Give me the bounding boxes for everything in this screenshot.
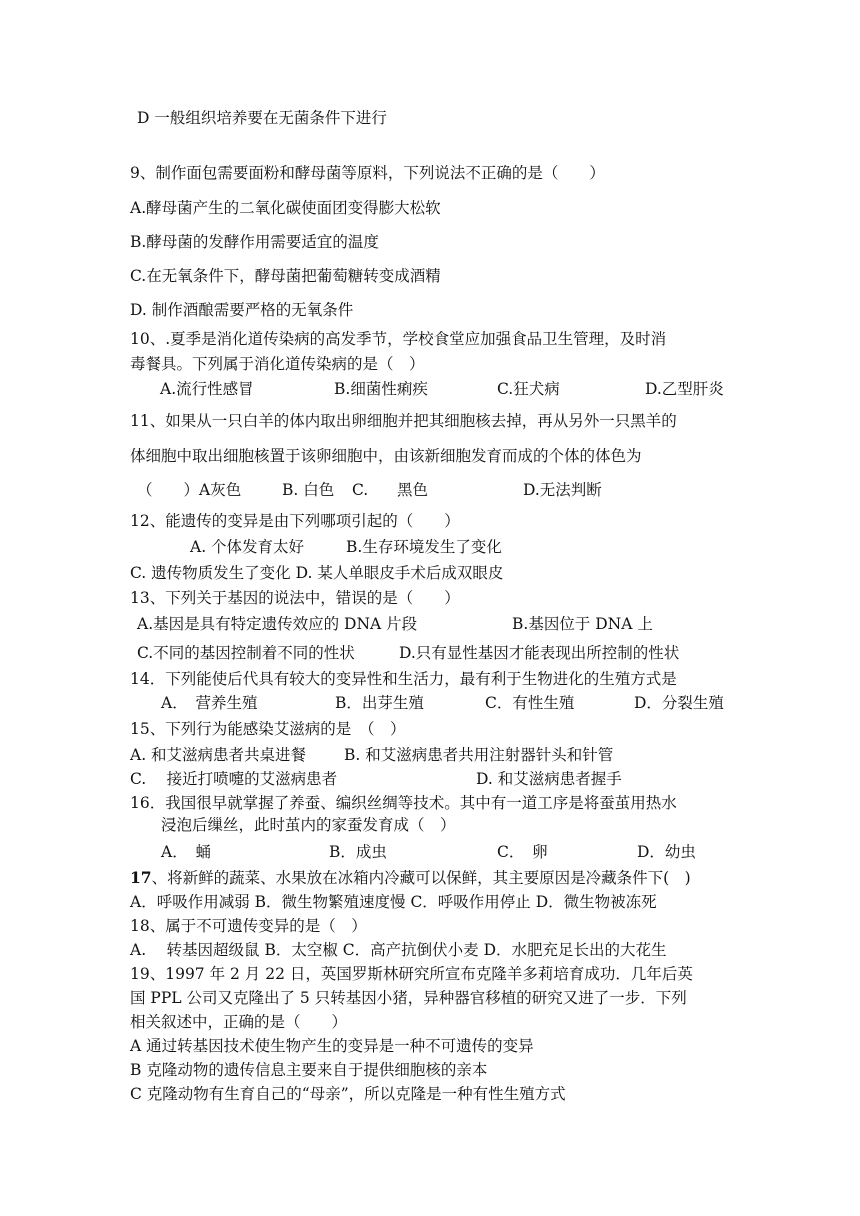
q11-stem-line1: 11、如果从一只白羊的体内取出卵细胞并把其细胞核去掉，再从另外一只黑羊的 [130,412,677,430]
q11-stem-line2: 体细胞中取出细胞核置于该卵细胞中，由该新细胞发育而成的个体的体色为 [130,447,642,465]
q19-option-c: C 克隆动物有生育自己的“母亲”，所以克隆是一种有性生殖方式 [130,1085,566,1103]
q10-stem-line1: 10、.夏季是消化道传染病的高发季节，学校食堂应加强食品卫生管理，及时消 [130,330,667,348]
q15-options-row2 [0,769,860,789]
q14-stem: 14．下列能使后代具有较大的变异性和生活力，最有利于生物进化的生殖方式是 [130,670,677,688]
q12-options-ab [0,537,860,557]
q10-option-b: B.细菌性痢疾 [334,380,428,398]
q11-option-c-text: 黑色 [397,481,429,499]
q13-option-d: D.只有显性基因才能表现出所控制的性状 [399,644,680,662]
q16-options [0,842,860,862]
q17-number: 17 [130,868,152,887]
q18-options: A. 转基因超级鼠 B．太空椒 C．高产抗倒伏小麦 D．水肥充足长出的大花生 [130,941,667,959]
q11-option-b: B. 白色 [282,481,335,499]
q15-option-c: C. 接近打喷嚏的艾滋病患者 [130,770,338,788]
q18-stem: 18、属于不可遗传变异的是（ ） [130,917,367,935]
q15-option-d: D. 和艾滋病患者握手 [476,770,622,788]
q9-option-d: D. 制作酒酿需要严格的无氧条件 [130,301,354,319]
q14-option-a: A． 营养生殖 [161,694,258,712]
q12-option-a: A. 个体发育太好 [190,538,305,556]
q10-stem-line2: 毒餐具。下列属于消化道传染病的是（ ） [130,355,425,373]
q9-option-a: A.酵母菌产生的二氧化碳使面团变得膨大松软 [130,199,441,217]
q13-options-row2 [0,643,860,663]
q19-stem-line3: 相关叙述中，正确的是（ ） [130,1013,348,1031]
q14-options [0,693,860,713]
q19-stem-line1: 19、1997 年 2 月 22 日，英国罗斯林研究所宣布克隆羊多莉培育成功．几年后英 [130,965,693,983]
q10-option-a: A.流行性感冒 [160,380,254,398]
q19-option-b: B 克隆动物的遗传信息主要来自于提供细胞核的亲本 [130,1061,488,1079]
q19-option-a: A 通过转基因技术使生物产生的变异是一种不可遗传的变异 [130,1037,534,1055]
q10-option-c: C.狂犬病 [497,380,560,398]
q16-option-d: D．幼虫 [637,843,696,861]
q11-option-c-letter: C. [352,481,369,499]
q14-option-c: C．有性生殖 [485,694,575,712]
q13-stem: 13、下列关于基因的说法中，错误的是（ ） [130,589,460,607]
q16-option-c: C． 卵 [497,843,548,861]
q11-option-d: D.无法判断 [523,481,602,499]
q13-options-row1 [0,614,860,634]
q9-option-c: C.在无氧条件下，酵母菌把葡萄糖转变成酒精 [130,267,441,285]
q15-options-row1 [0,745,860,765]
q13-option-b: B.基因位于 DNA 上 [512,615,653,633]
q12-options-cd: C. 遗传物质发生了变化 D. 某人单眼皮手术后成双眼皮 [130,564,504,582]
q11-options [0,480,860,500]
q19-stem-line2: 国 PPL 公司又克隆出了 5 只转基因小猪，异种器官移植的研究又进了一步．下列 [130,989,687,1007]
q17-stem-text: 、将新鲜的蔬菜、水果放在冰箱内冷藏可以保鲜，其主要原因是冷藏条件下( ) [151,869,691,887]
q16-stem-line1: 16．我国很早就掌握了养蚕、编织丝绸等技术。其中有一道工序是将蚕茧用热水 [130,794,677,812]
q13-option-c: C.不同的基因控制着不同的性状 [137,644,355,662]
q15-option-b: B. 和艾滋病患者共用注射器针头和针管 [344,746,614,764]
q17-stem [130,868,691,888]
q15-option-a: A. 和艾滋病患者共桌进餐 [130,746,307,764]
q10-options [0,379,860,399]
q16-option-b: B．成虫 [329,843,387,861]
q15-stem: 15、下列行为能感染艾滋病的是 （ ） [130,720,406,738]
q8-option-d: D 一般组织培养要在无菌条件下进行 [137,109,387,127]
q13-option-a: A.基因是具有特定遗传效应的 DNA 片段 [137,615,418,633]
q16-option-a: A． 蛹 [161,843,211,861]
q10-option-d: D.乙型肝炎 [645,380,724,398]
q14-option-b: B．出芽生殖 [335,694,424,712]
q11-option-a: （ ）A灰色 [137,481,242,499]
q14-option-d: D．分裂生殖 [634,694,724,712]
q17-options: A．呼吸作用减弱 B．微生物繁殖速度慢 C．呼吸作用停止 D．微生物被冻死 [130,893,657,911]
q12-option-b: B.生存环境发生了变化 [346,538,502,556]
q9-option-b: B.酵母菌的发酵作用需要适宜的温度 [130,233,379,251]
q12-stem: 12、能遗传的变异是由下列哪项引起的（ ） [130,512,460,530]
q9-stem: 9、制作面包需要面粉和酵母菌等原料，下列说法不正确的是（ ） [130,164,605,182]
q16-stem-line2: 浸泡后缫丝，此时茧内的家蚕发育成（ ） [161,816,456,834]
